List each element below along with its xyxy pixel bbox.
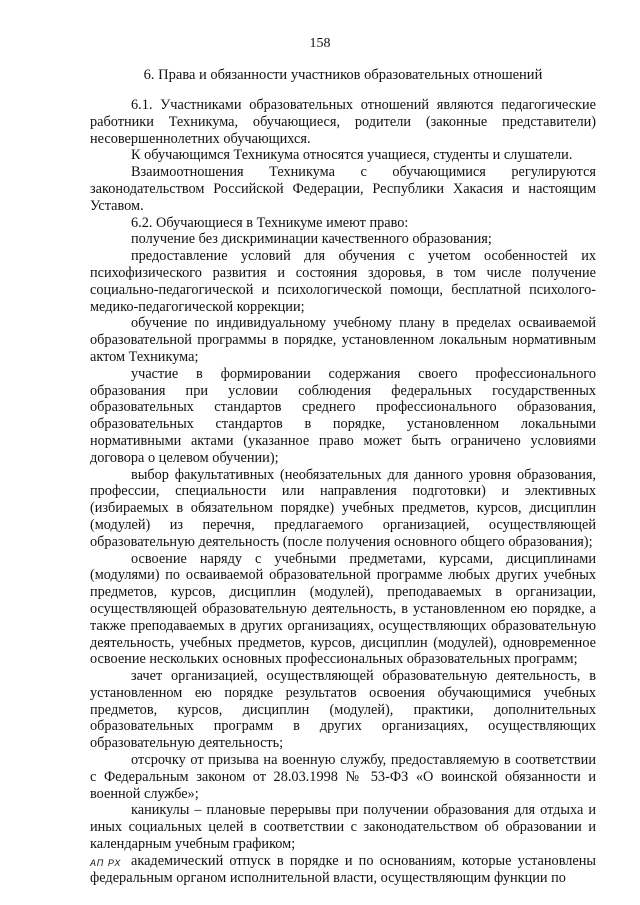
paragraph: участие в формировании содержания своего профессионального образования при условии соблюдения федеральных государственных образовательных стандартов среднего профессионального образования, образовательных стандартов в порядке, установленном локальными нормативными актами (указанное право может быть ограничено условиями договора о целевом обучении);: [90, 365, 596, 466]
paragraph: освоение наряду с учебными предметами, курсами, дисциплинами (модулями) по осваиваемой образовательной программе любых других учебных предметов, курсов, дисциплин (модулей), преподаваемых в организации, осуществляющей образовательную деятельность, в установленном ею порядке, а также преподаваемых в других организациях, осуществляющих образовательную деятельность, учебных предметов, курсов, дисциплин (модулей), одновременное освоение нескольких основных профессиональных образовательных программ;: [90, 550, 596, 668]
paragraph: выбор факультативных (необязательных для данного уровня образования, профессии, специальности или направления подготовки) и элективных (избираемых в обязательном порядке) учебных предметов, курсов, дисциплин (модулей) из перечня, предлагаемого организацией, осуществляющей образовательную деятельность (после получения основного общего образования);: [90, 466, 596, 550]
paragraph: К обучающимся Техникума относятся учащиеся, студенты и слушатели.: [131, 147, 573, 164]
document-body: [90, 97, 596, 886]
paragraph: получение без дискриминации качественного образования;: [131, 231, 492, 248]
paragraph: 6.2. Обучающиеся в Техникуме имеют право:: [131, 214, 409, 231]
paragraph: академический отпуск в порядке и по основаниям, которые установлены федеральным органом исполнительной власти, осуществляющим функции по: [90, 852, 596, 886]
paragraph: каникулы – плановые перерывы при получении образования для отдыха и иных социальных целей в соответствии с законодательством об образовании и календарным учебным графиком;: [90, 802, 596, 853]
section-title: 6. Права и обязанности участников образовательных отношений: [143, 67, 543, 83]
paragraph: предоставление условий для обучения с учетом особенностей их психофизического развития и состояния здоровья, в том числе получение социально-педагогической и психологической помощи, бесплатной психолого-медико-педагогической коррекции;: [90, 248, 596, 315]
page-number: 158: [309, 36, 331, 51]
paragraph: Взаимоотношения Техникума с обучающимися регулируются законодательством Российской Федерации, Республики Хакасия и настоящим Уставом.: [90, 164, 596, 214]
paragraph: 6.1. Участниками образовательных отношений являются педагогические работники Техникума, обучающиеся, родители (законные представители) несовершеннолетних обучающихся.: [90, 97, 596, 147]
paragraph: зачет организацией, осуществляющей образовательную деятельность, в установленном ею порядке результатов освоения обучающимися учебных предметов, курсов, дисциплин (модулей), практики, дополнительных образовательных программ в других организациях, осуществляющих образовательную деятельность;: [90, 668, 596, 752]
footer-mark: АП РХ: [90, 858, 122, 868]
paragraph: обучение по индивидуальному учебному плану в пределах осваиваемой образовательной программы в порядке, установленном локальным нормативным актом Техникума;: [90, 315, 596, 365]
paragraph: отсрочку от призыва на военную службу, предоставляемую в соответствии с Федеральным законом от 28.03.1998 № 53-ФЗ «О воинской обязанности и военной службе»;: [90, 752, 596, 802]
